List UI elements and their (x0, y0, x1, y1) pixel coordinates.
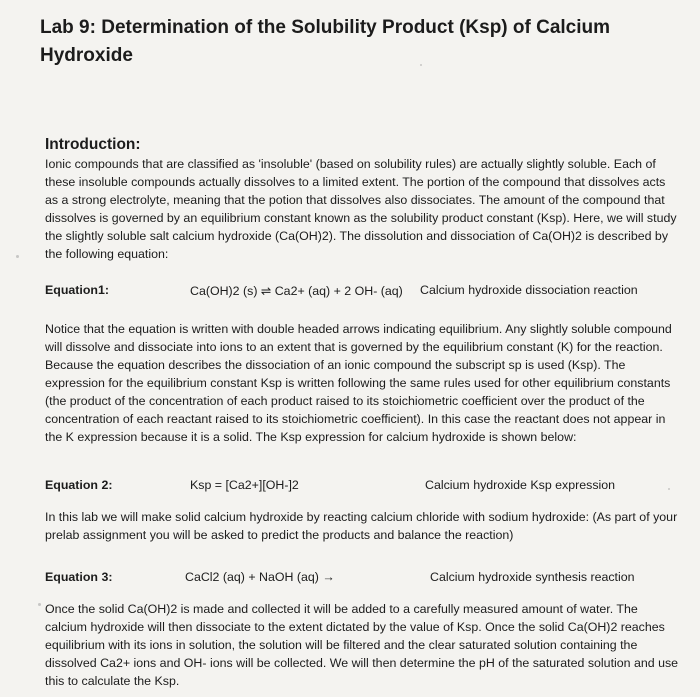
equation-2-description: Calcium hydroxide Ksp expression (425, 478, 616, 492)
equation-1-description: Calcium hydroxide dissociation reaction (420, 283, 638, 297)
scan-speck (420, 64, 422, 66)
scan-speck (38, 603, 41, 606)
equation-2-label: Equation 2: (45, 478, 113, 492)
introduction-heading: Introduction: (45, 136, 141, 153)
scan-speck (668, 488, 670, 490)
equation-1-formula: Ca(OH)2 (s) ⇌ Ca2+ (aq) + 2 OH- (aq) (190, 284, 403, 298)
document-title: Lab 9: Determination of the Solubility Product (Ksp) of Calcium Hydroxide (40, 17, 611, 66)
scan-speck (16, 255, 19, 258)
equation-1-label: Equation1: (45, 283, 110, 297)
equation-3-row (45, 570, 680, 590)
notice-paragraph: Notice that the equation is written with double headed arrows indicating equilibrium. Any slightly soluble compound will dissolve and dissociate into ions to an extent that is governed by the equilibrium constant (K) for the reaction. Because the equation describes the dissociation of an ionic compound the subscript sp is used (Ksp). The expression for the equilibrium constant Ksp is written following the same rules used for other equilibrium constants (the product of the concentration of each product raised to its stoichiometric coefficient over the product of the concentration of each reactant raised to its stoichiometric coefficient). In this case the reactant does not appear in the K expression because it is a solid. The Ksp expression for calcium hydroxide is shown below: (45, 322, 672, 444)
equation-1-row (45, 283, 680, 303)
synthesis-paragraph: In this lab we will make solid calcium hydroxide by reacting calcium chloride with sodium hydroxide: (As part of your prelab assignment you will be asked to predict the products and balance the reaction) (45, 510, 678, 542)
final-paragraph: Once the solid Ca(OH)2 is made and collected it will be added to a carefully measured amount of water. The calcium hydroxide will then dissociate to the extent dictated by the value of Ksp. Once the solid Ca(OH)2 reaches equilibrium with its ions in solution, the solution will be filtered and the clear saturated solution containing the dissolved Ca2+ ions and OH- ions will be collected. We will then determine the pH of the saturated solution and use this to calculate the Ksp. (45, 602, 679, 688)
equation-3-label: Equation 3: (45, 570, 113, 584)
equation-3-formula: CaCl2 (aq) + NaOH (aq) → (185, 570, 335, 584)
equation-2-formula: Ksp = [Ca2+][OH-]2 (190, 478, 299, 492)
intro-paragraph: Ionic compounds that are classified as 'insoluble' (based on solubility rules) are actually slightly soluble. Each of these insoluble compounds actually dissolves to a limited extent. The portion of the compound that dissolves acts as a strong electrolyte, meaning that the potion that dissolves also dissociates. The amount of the compound that dissolves is governed by an equilibrium constant known as the solubility product constant (Ksp). Here, we will study the slightly soluble salt calcium hydroxide (Ca(OH)2). The dissolution and dissociation of Ca(OH)2 is described by the following equation: (45, 157, 677, 261)
equation-2-row (45, 478, 680, 498)
equation-3-description: Calcium hydroxide synthesis reaction (430, 570, 635, 584)
